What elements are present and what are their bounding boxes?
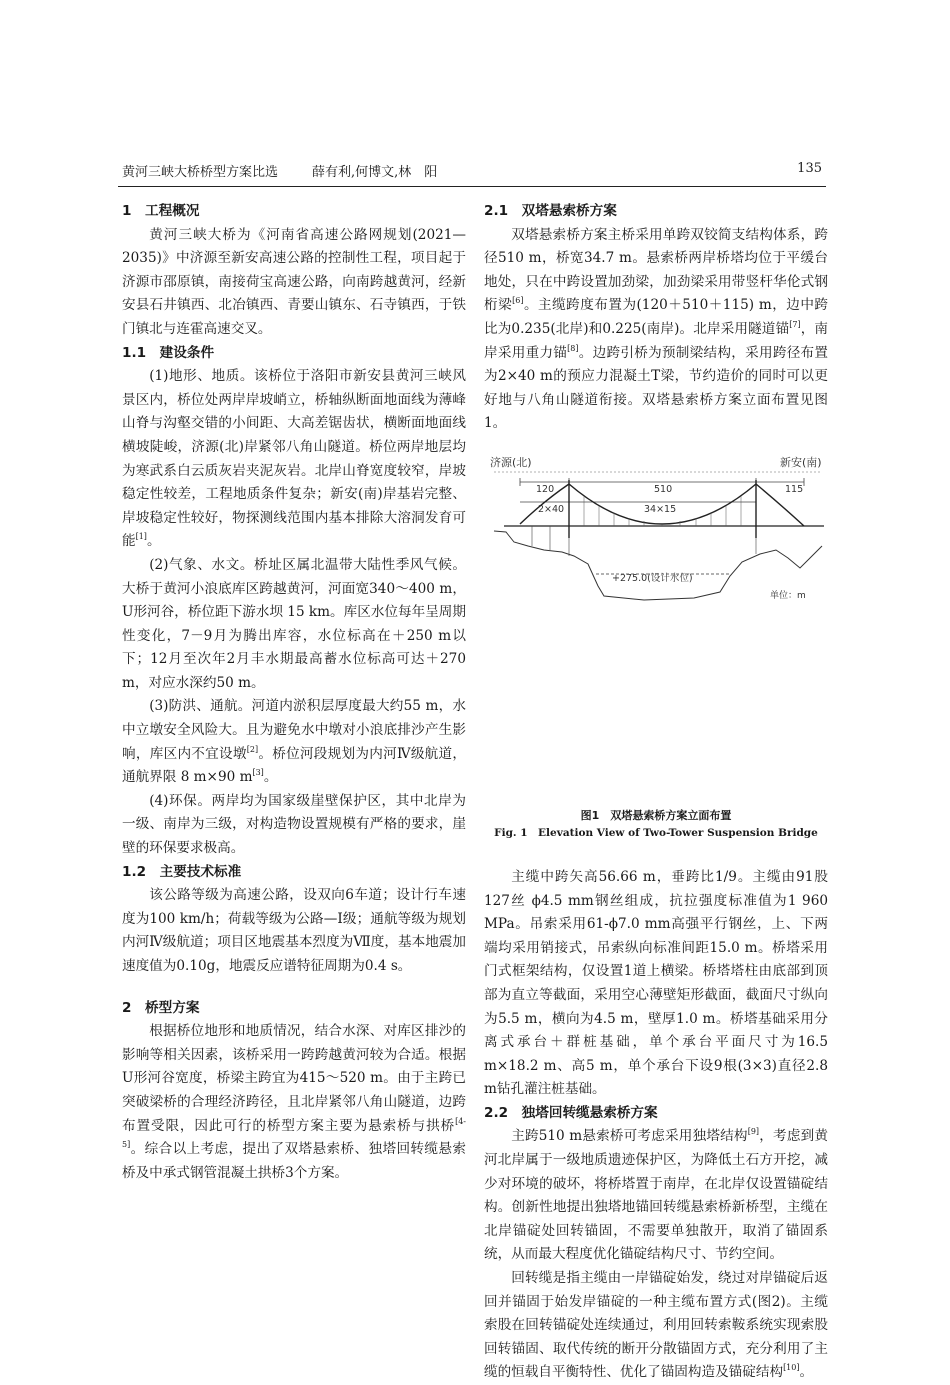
citation: [3] <box>252 768 264 778</box>
header-authors: 薛有利,何博文,林 阳 <box>312 165 438 180</box>
paragraph: (3)防洪、通航。河道内淤积层厚度最大约55 m，水中立墩安全风险大。且为避免水中墩对小浪底排沙产生影响，库区内不宜设墩[2]。桥位河段规划为内河Ⅳ级航道，通航界限 8 m×90 m[3]。 <box>122 698 466 786</box>
paragraph: 回转缆是指主缆由一岸锚碇始发，绕过对岸锚碇后返回并锚固于始发岸锚碇的一种主缆布置方式(图2)。主缆索股在回转锚碇处连续通过，利用回转索鞍系统实现索股回转锚固、取代传统的断开分散锚固方式，充分利用了主缆的恒载自平衡特性、优化了锚固构造及锚碇结构[10]。 <box>484 1270 828 1381</box>
paragraph: 黄河三峡大桥为《河南省高速公路网规划(2021—2035)》中济源至新安高速公路的控制性工程，项目起于济源市邵原镇，南接荷宝高速公路，向南跨越黄河，经新安县石井镇西、北冶镇西、青要山镇东、石寺镇西，于铁门镇北与连霍高速交叉。 <box>122 226 466 337</box>
page-number: 135 <box>797 161 822 176</box>
citation: [1] <box>135 532 147 542</box>
paragraph: 双塔悬索桥方案主桥采用单跨双铰简支结构体系，跨径510 m，桥宽34.7 m。悬索桥两岸桥塔均位于平缓台地处，只在中跨设置加劲梁，加劲梁采用带竖杆华伦式钢桁梁[6]。主缆跨度布置为(120＋510＋115) m，边中跨比为0.235(北岸)和0.225(南岸)。北岸采用隧道锚[7]，南岸采用重力锚[8]。边跨引桥为预制梁结构，采用跨径布置为2×40 m的预应力混凝土T梁，节约造价的同时可以更好地与八角山隧道衔接。双塔悬索桥方案立面布置见图1。 <box>484 226 829 432</box>
label-south: 新安(南) <box>780 455 822 469</box>
section-1-1-title: 1.1 建设条件 <box>122 344 215 361</box>
citation: [4-5] <box>122 1116 466 1150</box>
paragraph: (2)气象、水文。桥址区属北温带大陆性季风气候。大桥于黄河小浪底库区跨越黄河，河面宽340～400 m，U形河谷，桥位距下游水坝 15 km。库区水位每年呈周期性变化，7－9月为腾出库容，水位标高在＋250 m以下；12月至次年2月丰水期最高蓄水位标高可达＋270 m，对应水深约50 m。 <box>122 556 466 691</box>
section-1-title: 1 工程概况 <box>122 203 200 219</box>
label-north: 济源(北) <box>490 455 532 469</box>
terrain <box>494 531 822 600</box>
dim-120: 120 <box>536 483 555 495</box>
section-2-1-title: 2.1 双塔悬索桥方案 <box>484 203 617 219</box>
bridge-elevation-drawing <box>484 446 828 806</box>
paragraph: 该公路等级为高速公路，设双向6车道；设计行车速度为100 km/h；荷载等级为公路—Ⅰ级；通航等级为规划内河Ⅳ级航道；项目区地震基本烈度为Ⅶ度，基本地震加速度值为0.10g，地震反应谱特征周期为0.4 s。 <box>122 887 466 974</box>
dim-34x15: 34×15 <box>644 503 677 515</box>
paragraph: (1)地形、地质。该桥位于洛阳市新安县黄河三峡风景区内，桥位处两岸岸坡峭立，桥轴纵断面地面线为薄峰山脊与沟壑交错的小间距、大高差锯齿状，横断面地面线横坡陡峻，济源(北)岸紧邻八角山隧道。桥位两岸地层均为寒武系白云质灰岩夹泥灰岩。北岸山脊宽度较窄，岸坡稳定性较差，工程地质条件复杂；新安(南)岸基岩完整、岸坡稳定性较好，物探测线范围内基本排除大溶洞发育可能[1]。 <box>122 368 466 550</box>
running-header <box>122 161 822 183</box>
section-2-title: 2 桥型方案 <box>122 999 200 1016</box>
citation: [9] <box>747 1127 760 1137</box>
paragraph: 主跨510 m悬索桥可考虑采用独塔结构[9]，考虑到黄河北岸属于一级地质遗迹保护区，为降低土石方开挖，减少对环境的破坏，将桥塔置于南岸，在北岸仅设置锚碇结构。创新性地提出独塔地锚回转缆悬索桥新桥型，主缆在北岸锚碇处回转锚固，不需要单独散开，取消了锚固系统，从而最大程度优化锚碇结构尺寸、节约空间。 <box>484 1127 828 1263</box>
dim-2x40: 2×40 <box>538 503 565 515</box>
citation: [8] <box>567 343 579 353</box>
citation: [6] <box>512 296 524 306</box>
figure-caption-en: Fig. 1 Elevation View of Two-Tower Suspension Bridge <box>494 826 818 839</box>
unit-label: 单位：m <box>770 590 806 601</box>
header-rule <box>118 186 826 187</box>
header-title: 黄河三峡大桥桥型方案比选 <box>122 165 279 180</box>
section-1-2-title: 1.2 主要技术标准 <box>122 863 242 880</box>
section-2-2-title: 2.2 独塔回转缆悬索桥方案 <box>484 1104 658 1121</box>
paragraph: (4)环保。两岸均为国家级崖壁保护区，其中北岸为一级、南岸为三级，对构造物设置规模有严格的要求，崖壁的环保要求极高。 <box>122 792 466 857</box>
water-level-label: +275.0(设计水位) <box>612 572 693 584</box>
left-column <box>122 200 466 1185</box>
right-column <box>484 200 828 1385</box>
citation: [7] <box>789 319 801 329</box>
citation: [2] <box>246 744 259 754</box>
dim-510: 510 <box>654 483 673 495</box>
dim-115: 115 <box>785 483 804 495</box>
citation: [10] <box>783 1363 800 1373</box>
figure-1 <box>484 436 828 866</box>
paragraph: 主缆中跨矢高56.66 m，垂跨比1/9。主缆由91股127丝 ϕ4.5 mm钢丝组成，抗拉强度标准值为1 960 MPa。吊索采用61-ϕ7.0 mm高强平行钢丝，上、下两端均采用销接式，吊索纵向标准间距15.0 m。桥塔采用门式框架结构，仅设置1道上横梁。桥塔塔柱由底部到顶部为直立等截面，采用空心薄壁矩形截面，截面尺寸纵向为5.5 m，横向为4.5 m，壁厚1.0 m。桥塔基础采用分离式承台＋群桩基础，单个承台平面尺寸为16.5 m×18.2 m、高5 m，单个承台下设9根(3×3)直径2.8 m钻孔灌注桩基础。 <box>484 868 828 1098</box>
piers <box>532 526 756 556</box>
paragraph: 根据桥位地形和地质情况，结合水深、对库区排沙的影响等相关因素，该桥采用一跨跨越黄河较为合适。根据U形河谷宽度，桥梁主跨宜为415～520 m。由于主跨已突破梁桥的合理经济跨径，且北岸紧邻八角山隧道，边跨布置受限，因此可行的桥型方案主要为悬索桥与拱桥[4-5]。综合以上考虑，提出了双塔悬索桥、独塔回转缆悬索桥及中承式钢管混凝土拱桥3个方案。 <box>122 1023 466 1181</box>
figure-caption-cn: 图1 双塔悬索桥方案立面布置 <box>580 808 732 822</box>
